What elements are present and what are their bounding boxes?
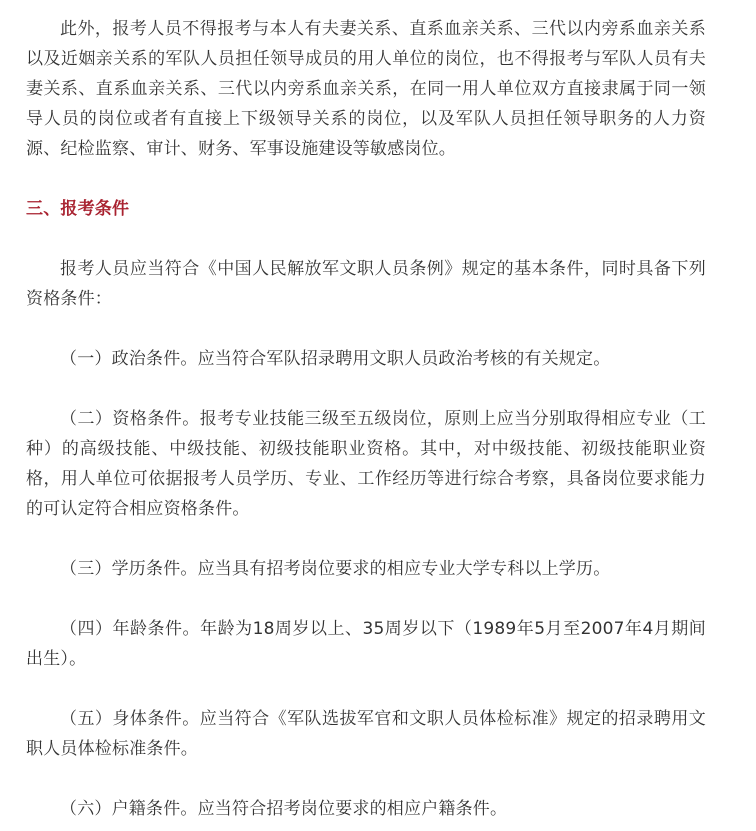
condition-physical: （五）身体条件。应当符合《军队选拔军官和文职人员体检标准》规定的招录聘用文职人员体检标准条件。 <box>26 709 706 759</box>
section-intro-paragraph: 报考人员应当符合《中国人民解放军文职人员条例》规定的基本条件，同时具备下列资格条件： <box>26 259 706 309</box>
spacer <box>26 224 706 254</box>
spacer <box>26 674 706 704</box>
condition-age: （四）年龄条件。年龄为18周岁以上、35周岁以下（1989年5月至2007年4月期间出生）。 <box>26 619 706 669</box>
section-heading: 三、报考条件 <box>26 199 130 219</box>
spacer <box>26 584 706 614</box>
intro-paragraph: 此外，报考人员不得报考与本人有夫妻关系、直系血亲关系、三代以内旁系血亲关系以及近姻亲关系的军队人员担任领导成员的用人单位的岗位，也不得报考与军队人员有夫妻关系、直系血亲关系、三代以内旁系血亲关系，在同一用人单位双方直接隶属于同一领导人员的岗位或者有直接上下级领导关系的岗位，以及军队人员担任领导职务的人力资源、纪检监察、审计、财务、军事设施建设等敏感岗位。 <box>26 19 706 159</box>
article-body <box>26 14 706 824</box>
spacer <box>26 374 706 404</box>
condition-education: （三）学历条件。应当具有招考岗位要求的相应专业大学专科以上学历。 <box>60 559 611 579</box>
spacer <box>26 764 706 794</box>
condition-household-registration: （六）户籍条件。应当符合招考岗位要求的相应户籍条件。 <box>60 799 508 819</box>
condition-qualification: （二）资格条件。报考专业技能三级至五级岗位，原则上应当分别取得相应专业（工种）的高级技能、中级技能、初级技能职业资格。其中，对中级技能、初级技能职业资格，用人单位可依据报考人员学历、专业、工作经历等进行综合考察，具备岗位要求能力的可认定符合相应资格条件。 <box>26 409 706 519</box>
spacer <box>26 314 706 344</box>
spacer <box>26 164 706 194</box>
spacer <box>26 524 706 554</box>
condition-political: （一）政治条件。应当符合军队招录聘用文职人员政治考核的有关规定。 <box>60 349 611 369</box>
